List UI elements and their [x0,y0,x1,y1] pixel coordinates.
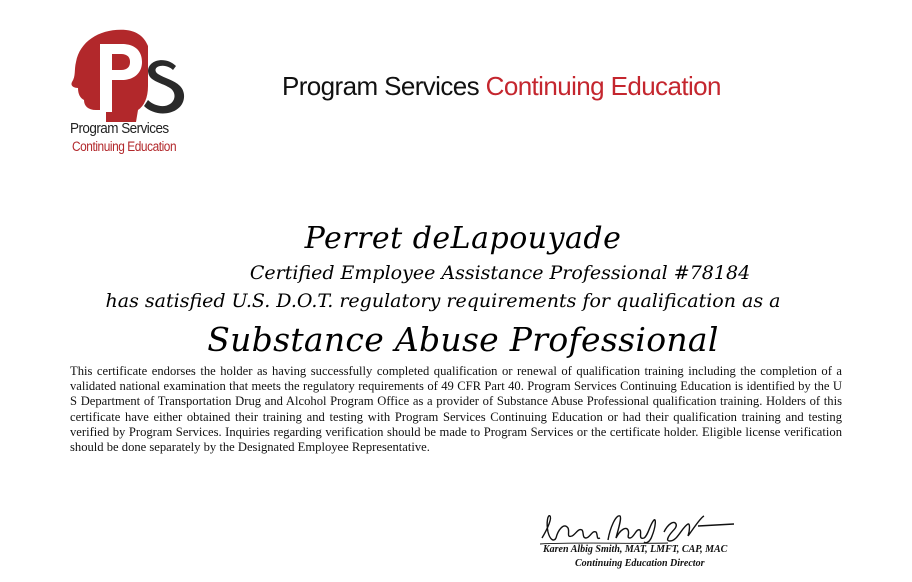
recipient-name: Perret deLapouyade [304,221,622,256]
program-services-logo [66,26,196,158]
qualification-statement: has satisfied U.S. D.O.T. regulatory requirements for qualification as a [105,290,781,312]
logo-text-program-services: Program Services [70,120,169,137]
designation-title: Substance Abuse Professional [207,320,719,359]
header-title-continuing-education: Continuing Education [485,71,721,101]
ps-logo-mark-icon [66,26,196,126]
certificate-body-text: This certificate endorses the holder as having successfully completed qualification or renewal of qualification training including the completion of a validated national examination that meets the regulatory requirements of 49 CFR Part 40. Program Services Continuing Education is identified by the U S Department of Transportation Drug and Alcohol Program Office as a provider of Substance Abuse Professional qualification training. Holders of this certificate have either obtained their training and testing with Program Services Continuing Education or had their qualification training and testing verified by Program Services. Inquiries regarding verification should be made to Program Services or the certificate holder. Eligible license verification should be done separately by the Designated Employee Representative. [70,364,842,455]
logo-text-continuing-education: Continuing Education [72,139,177,154]
header-title [282,71,721,102]
header-title-program-services: Program Services [282,71,480,101]
recipient-credential: Certified Employee Assistance Professional #78184 [249,262,751,284]
signer-name: Karen Albig Smith, MAT, LMFT, CAP, MAC [543,544,728,555]
signer-title: Continuing Education Director [575,558,705,569]
